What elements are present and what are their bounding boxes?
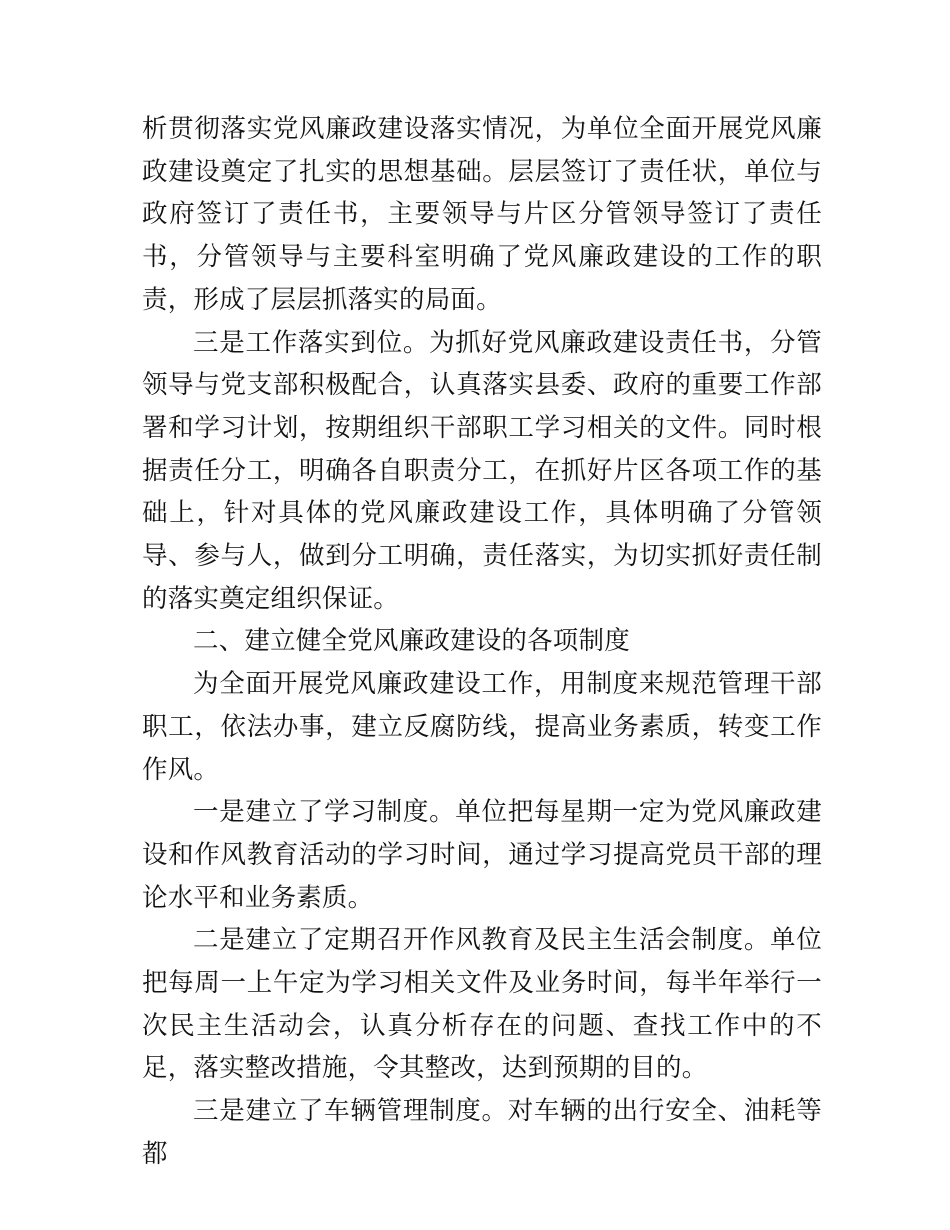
- section-heading-systems: 二、建立健全党风廉政建设的各项制度: [193, 626, 630, 657]
- paragraph-continuation: 析贯彻落实党风廉政建设落实情况，为单位全面开展党风廉政建设奠定了扎实的思想基础。层层签订了责任状，单位与政府签订了责任书，主要领导与片区分管领导签订了责任书，分管领导与主要科室明确了党风廉政建设的工作的职责，形成了层层抓落实的局面。: [142, 114, 822, 315]
- paragraph-study-system: 一是建立了学习制度。单位把每星期一定为党风廉政建设和作风教育活动的学习时间，通过学习提高党员干部的理论水平和业务素质。: [142, 797, 822, 913]
- paragraph-systems-intro: 为全面开展党风廉政建设工作，用制度来规范管理干部职工，依法办事，建立反腐防线，提高业务素质，转变工作作风。: [142, 669, 822, 785]
- paragraph-vehicle-system: 三是建立了车辆管理制度。对车辆的出行安全、油耗等都: [142, 1096, 822, 1169]
- paragraph-meeting-system: 二是建立了定期召开作风教育及民主生活会制度。单位把每周一上午定为学习相关文件及业务时间，每半年举行一次民主生活动会，认真分析存在的问题、查找工作中的不足，落实整改措施，令其整改，达到预期的目的。: [142, 925, 822, 1084]
- paragraph-work-implementation: 三是工作落实到位。为抓好党风廉政建设责任书，分管领导与党支部积极配合，认真落实县委、政府的重要工作部署和学习计划，按期组织干部职工学习相关的文件。同时根据责任分工，明确各自职责分工，在抓好片区各项工作的基础上，针对具体的党风廉政建设工作，具体明确了分管领导、参与人，做到分工明确，责任落实，为切实抓好责任制的落实奠定组织保证。: [142, 327, 822, 614]
- document-body: [142, 108, 822, 1176]
